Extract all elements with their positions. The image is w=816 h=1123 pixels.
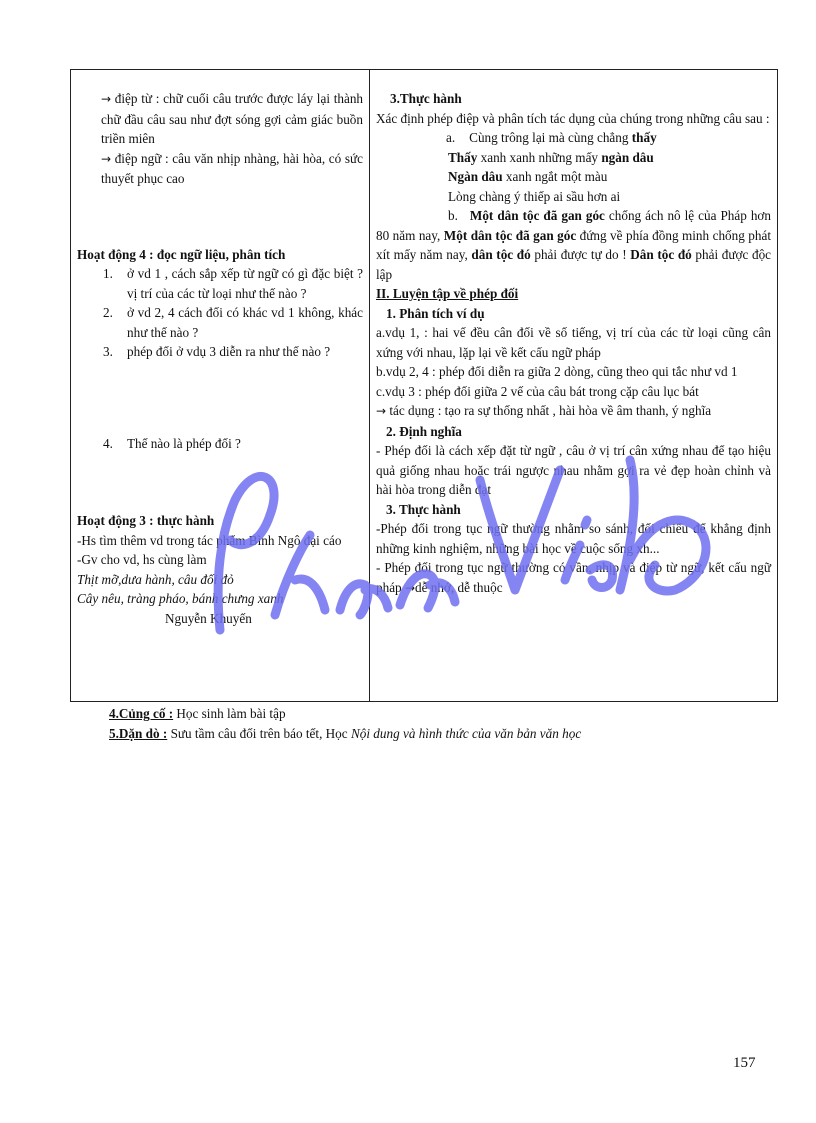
poem-a-line: Thấy xanh xanh những mấy ngàn dâu [448, 149, 654, 165]
arrow-icon: → [376, 404, 387, 418]
lesson-table [70, 69, 778, 702]
practice-line: - Phép đối trong tục ngữ thường có vần, nhịp và điệp từ ngữ, kết cấu ngữ pháp →dễ nhớ, dễ thuộc [376, 560, 771, 595]
poem-a-line: a. Cùng trông lại mà cùng chẳng thấy [446, 130, 657, 145]
sub1-title: 1. Phân tích ví dụ [386, 305, 485, 321]
analysis-line: a.vdụ 1, : hai vế đều cân đối về số tiếng, vị trí của các từ loại cũng cân xứng với nhau, lặp lại về kết cấu ngữ pháp [376, 325, 771, 360]
right-column [370, 70, 777, 701]
sub2-title: 2. Định nghĩa [386, 423, 462, 439]
poem-line: Thịt mỡ,dưa hành, câu đối đỏ [77, 571, 234, 587]
activity3-line: -Gv cho vd, hs cùng làm [77, 552, 207, 567]
practice-intro: Xác định phép điệp và phân tích tác dụng của chúng trong những câu sau : [376, 110, 770, 126]
activity3-line: -Hs tìm thêm vd trong tác phẩm Bình Ngô đại cáo [77, 532, 342, 548]
section2-title: II. Luyện tập về phép đối [376, 286, 519, 301]
intro-line-2: → điệp ngữ : câu văn nhịp nhàng, hài hòa, có sức thuyết phục cao [101, 150, 364, 186]
list-item: 3. phép đối ở vdụ 3 diễn ra như thế nào ? [103, 344, 331, 359]
poem-a-line: Ngàn dâu xanh ngắt một màu [448, 169, 608, 184]
page-number: 157 [733, 1055, 756, 1071]
question-list-2 [77, 434, 363, 454]
arrow-icon: → [101, 92, 112, 106]
analysis-line: b.vdụ 2, 4 : phép đối diễn ra giữa 2 dòng, cũng theo qui tắc như vd 1 [376, 364, 738, 379]
arrow-icon: → [101, 151, 112, 166]
practice-line: -Phép đối trong tục ngữ thường nhằm so sánh, đối chiếu để khẳng định những kinh nghiệm, những bài học về cuộc sống xh... [376, 521, 771, 556]
activity4-title: Hoạt động 4 : đọc ngữ liệu, phân tích [77, 246, 286, 262]
footer-notes [109, 704, 581, 744]
poem-author: Nguyễn Khuyến [165, 610, 252, 626]
spacer [77, 189, 363, 245]
spacer [77, 453, 363, 511]
consolidate-line: 4.Củng cố : Học sinh làm bài tập [109, 706, 286, 721]
practice-title: 3.Thực hành [390, 91, 462, 106]
definition: - Phép đối là cách xếp đặt từ ngữ , câu ở vị trí cân xứng nhau để tạo hiệu quả giống nhau hoặc trái ngược nhau nhằm gợi ra vẻ đẹp hoàn chỉnh và hài hòa trong diễn đạt [376, 443, 771, 497]
effect-line: → tác dụng : tạo ra sự thống nhất , hài hòa về âm thanh, ý nghĩa [376, 403, 712, 418]
spacer [77, 362, 363, 434]
analysis-line: c.vdụ 3 : phép đối giữa 2 vế của câu bát trong cặp câu lục bát [376, 383, 699, 399]
item-b-paragraph: b. Một dân tộc đã gan góc chống ách nô lệ của Pháp hơn 80 năm nay, Một dân tộc đã gan góc đứng về phía đồng minh chống phát xít mấy năm nay, dân tộc đó phải được tự do ! Dân tộc đó phải được độc lập [376, 208, 772, 282]
activity3-title: Hoạt động 3 : thực hành [77, 513, 215, 528]
intro-line-1: → điệp từ : chữ cuối câu trước được láy lại thành chữ đầu câu sau như đợt sóng gợi cảm giác buồn triền miên [101, 91, 364, 146]
left-column [71, 70, 369, 701]
homework-line: 5.Dặn dò : Sưu tầm câu đối trên báo tết, Học Nội dung và hình thức của văn bản văn học [109, 726, 582, 741]
arrow-icon: → [404, 580, 415, 595]
list-item: 2. ở vd 2, 4 cách đối có khác vd 1 không, khác như thế nào ? [103, 305, 363, 340]
sub3-title: 3. Thực hành [386, 501, 461, 517]
question-list [77, 264, 363, 362]
list-item: 1. ở vd 1 , cách sắp xếp từ ngữ có gì đặc biệt ? vị trí của các từ loại như thế nào ? [103, 266, 363, 301]
poem-line: Cây nêu, tràng pháo, bánh chưng xanh [77, 591, 284, 606]
list-item: 4. Thế nào là phép đối ? [103, 435, 241, 451]
poem-a-line: Lòng chàng ý thiếp ai sầu hơn ai [448, 188, 621, 204]
